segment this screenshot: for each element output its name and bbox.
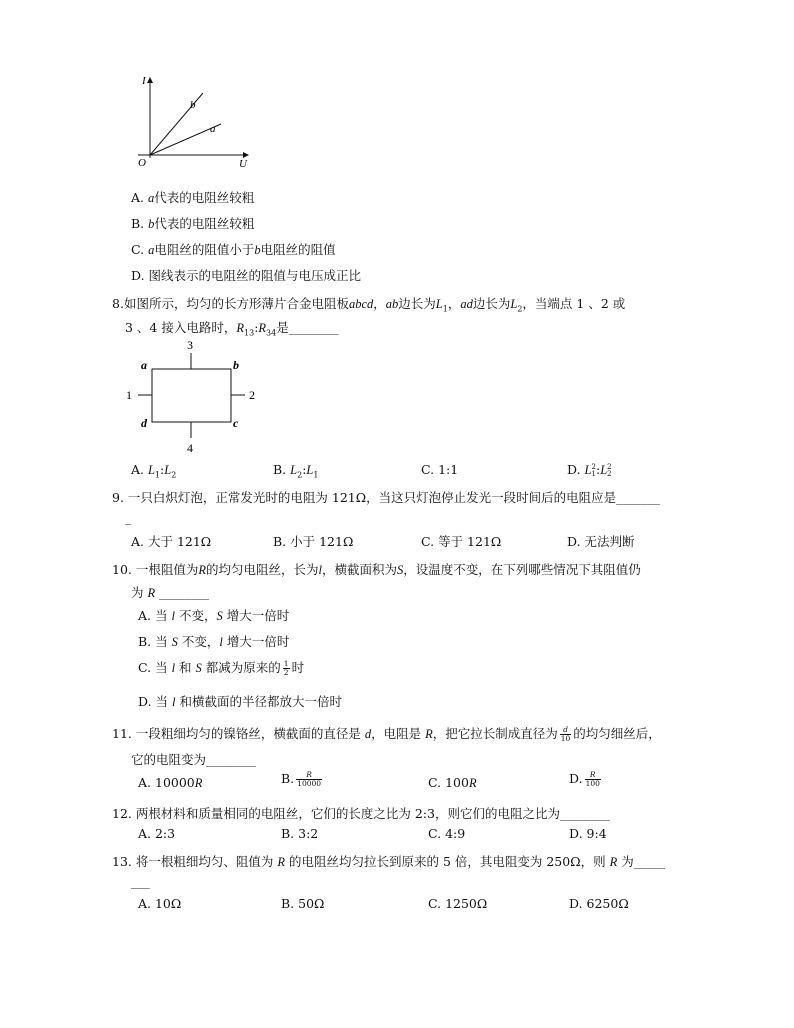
- terminal-1-label: 1: [126, 388, 132, 402]
- var-R: R: [468, 776, 477, 790]
- q9-option-b: B. 小于 121Ω: [273, 534, 354, 549]
- stem-text: 为: [131, 585, 144, 600]
- option-text: B. 当: [138, 634, 168, 649]
- option-letter: D.: [131, 268, 145, 283]
- subscript: 13: [244, 328, 255, 338]
- var-R: R: [258, 321, 267, 335]
- option-text: 不变，: [178, 608, 217, 623]
- var-R: R: [236, 321, 244, 335]
- stem-text: ________: [159, 585, 210, 600]
- fraction: [296, 771, 322, 788]
- stem-text: 10. 一根阻值为: [112, 562, 199, 577]
- colon: :: [160, 462, 165, 477]
- q9-option-d: D. 无法判断: [567, 534, 635, 549]
- var-L: L: [584, 463, 592, 477]
- stem-text: ，电阻是: [371, 726, 422, 741]
- stem-text: ，当端点 1 、2 或: [522, 296, 626, 311]
- var-L: L: [148, 463, 155, 477]
- stem-text: ，: [373, 296, 386, 311]
- var-L: L: [306, 463, 314, 477]
- denominator: 10000: [297, 779, 322, 788]
- q13-option-a: A. 10Ω: [138, 896, 182, 911]
- option-text: D. 当: [138, 694, 169, 709]
- stem-text: 13. 将一根粗细均匀、阻值为: [112, 854, 274, 869]
- q11-option-a: [138, 775, 202, 791]
- stem-text: 的均匀电阻丝，长为: [206, 562, 319, 577]
- option-text: 10000: [155, 775, 195, 790]
- colon: :: [254, 320, 259, 335]
- stem-text: 边长为: [398, 296, 436, 311]
- option-text: 代表的电阻丝较粗: [154, 216, 255, 231]
- option-text: 不变，: [181, 634, 220, 649]
- var-L: L: [290, 463, 298, 477]
- var: S: [171, 635, 178, 649]
- var: S: [195, 661, 202, 675]
- corner-c-label: c: [233, 416, 239, 430]
- corner-b-label: b: [233, 358, 239, 372]
- numerator: d: [560, 726, 572, 735]
- q9-option-a: A. 大于 121Ω: [131, 534, 212, 549]
- q12-option-c: C. 4:9: [428, 826, 466, 841]
- var: l: [171, 609, 175, 623]
- var: l: [172, 695, 176, 709]
- option-letter: C.: [428, 775, 442, 790]
- stem-text: 11. 一段粗细均匀的镍铬丝，横截面的直径是: [112, 726, 361, 741]
- origin-label: O: [138, 157, 146, 169]
- subscript: 2: [297, 470, 303, 480]
- q7-option-d: [131, 266, 361, 284]
- q11-option-b: [281, 771, 324, 788]
- colon: :: [302, 462, 307, 477]
- colon: :: [595, 462, 601, 477]
- var-R: R: [198, 563, 206, 577]
- option-letter: C.: [131, 242, 145, 257]
- var-l: l: [318, 563, 322, 577]
- subscript: 1: [442, 304, 448, 314]
- var-a: a: [148, 243, 155, 257]
- q13-stem-line2: ___: [131, 874, 150, 889]
- q8-option-c: [421, 462, 458, 477]
- q12-stem: 12. 两根材料和质量相同的电阻丝，它们的长度之比为 2:3，则它们的电阻之比为________: [112, 806, 610, 821]
- numerator: R: [585, 771, 601, 780]
- line-b-label: b: [190, 99, 196, 111]
- q11-option-d: [569, 771, 603, 788]
- option-text: 100: [445, 775, 469, 790]
- fraction: [283, 660, 290, 677]
- option-text: 和横截面的半径都放大一倍时: [179, 694, 342, 709]
- stem-text: ，横截面积为: [322, 562, 398, 577]
- option-letter: B.: [281, 771, 295, 786]
- var-ab: ab: [385, 297, 399, 311]
- q10-option-b: [138, 632, 289, 650]
- var: l: [171, 661, 176, 675]
- numerator: R: [296, 771, 322, 780]
- var: S: [216, 609, 223, 623]
- q13-option-b: B. 50Ω: [281, 896, 325, 911]
- denominator: 2: [283, 668, 289, 677]
- subscript: 1: [154, 470, 161, 480]
- option-text: 1:1: [438, 462, 459, 477]
- stem-text: 3 、4 接入电路时，: [125, 320, 237, 335]
- var-L: L: [435, 297, 443, 311]
- q12-option-d: D. 9:4: [569, 826, 607, 841]
- var-S: S: [397, 563, 404, 577]
- option-text: 代表的电阻丝较粗: [154, 190, 255, 205]
- q9-option-c: C. 等于 121Ω: [421, 534, 502, 549]
- q11-stem-line2: 它的电阻变为________: [131, 752, 257, 767]
- var-R: R: [147, 586, 156, 600]
- option-letter: A.: [131, 190, 145, 205]
- q10-option-d: [138, 692, 342, 710]
- option-text: 电阻丝的阻值: [260, 242, 336, 257]
- option-text: 时: [291, 660, 305, 675]
- q8-option-b: [273, 462, 318, 480]
- option-letter: C.: [421, 462, 435, 477]
- q9-stem-line2: _: [125, 510, 132, 525]
- option-text: C. 当: [138, 660, 168, 675]
- q12-option-b: B. 3:2: [281, 826, 319, 841]
- q13-option-c: C. 1250Ω: [428, 896, 488, 911]
- x-axis-label: U: [239, 158, 247, 170]
- resistor-plate-figure: [120, 335, 270, 460]
- stem-text: 的电阻丝均匀拉长到原来的 5 倍，其电阻变为 250Ω，则: [288, 854, 606, 869]
- var-d: d: [364, 727, 372, 741]
- option-text: A. 当: [138, 608, 168, 623]
- option-text: 和: [179, 660, 192, 675]
- resistor-plate: [152, 369, 231, 422]
- q13-stem-line1: [112, 852, 665, 870]
- var-R: R: [194, 776, 203, 790]
- var-R: R: [277, 855, 285, 869]
- stem-text: ，把它拉长制成直径为: [432, 726, 558, 741]
- var-R: R: [609, 855, 618, 869]
- option-letter: D.: [569, 771, 583, 786]
- subscript: 1: [313, 470, 319, 480]
- var-a: a: [148, 191, 155, 205]
- corner-d-label: d: [141, 416, 147, 430]
- q12-option-a: A. 2:3: [138, 826, 176, 841]
- subscript: 2: [517, 304, 523, 314]
- q7-option-c: [131, 240, 336, 258]
- stem-text: ，: [447, 296, 461, 311]
- q8-option-d: D. L 2 1 :L 2 2: [567, 462, 612, 478]
- option-letter: B.: [131, 216, 145, 231]
- stem-text: 的均匀细丝后，: [573, 726, 661, 741]
- q10-option-c: [138, 658, 304, 677]
- var: l: [219, 635, 223, 649]
- q9-stem-line1: 9. 一只白炽灯泡，正常发光时的电阻为 121Ω，当这只灯泡停止发光一段时间后的电阻应是_______: [112, 490, 660, 505]
- q11-option-c: [428, 775, 477, 791]
- stem-text: 边长为: [472, 296, 511, 311]
- subscript: 2: [607, 469, 612, 478]
- fraction: [585, 771, 601, 788]
- subscript: 2: [171, 470, 177, 480]
- subscript: 1: [591, 469, 596, 478]
- var-L: L: [510, 297, 518, 311]
- question-number: 8.: [112, 296, 124, 311]
- var-b: b: [148, 217, 155, 231]
- iu-graph: [128, 70, 258, 175]
- var-ad: ad: [460, 297, 473, 311]
- q8-stem-line1: [112, 294, 625, 314]
- q10-stem-line2: [131, 583, 209, 601]
- y-axis-label: I: [142, 75, 146, 87]
- var-R: R: [425, 727, 433, 741]
- denominator: 100: [585, 779, 600, 788]
- q13-option-d: D. 6250Ω: [569, 896, 629, 911]
- option-text: 图线表示的电阻丝的阻值与电压成正比: [148, 268, 362, 283]
- q8-option-a: [131, 462, 176, 480]
- var-L: L: [164, 463, 172, 477]
- subscript: 34: [266, 328, 277, 338]
- option-letter: A.: [138, 775, 152, 790]
- var-L: L: [600, 463, 608, 477]
- option-text: 增大一倍时: [226, 634, 290, 649]
- option-letter: A.: [131, 462, 145, 477]
- q7-option-a: [131, 188, 254, 206]
- stem-text: 如图所示，均匀的长方形薄片合金电阻板: [123, 296, 349, 311]
- q11-stem-line1: [112, 724, 661, 743]
- option-letter: D.: [567, 462, 581, 477]
- q10-option-a: [138, 606, 289, 624]
- terminal-3-label: 3: [187, 338, 193, 352]
- denominator: 10: [560, 734, 571, 743]
- stem-text: ，设温度不变，在下列哪些情况下其阻值仍: [403, 562, 641, 577]
- option-text: 都减为原来的: [205, 660, 281, 675]
- fraction: [560, 726, 572, 743]
- option-text: 增大一倍时: [226, 608, 290, 623]
- terminal-4-label: 4: [187, 441, 193, 455]
- var-abcd: abcd: [348, 297, 374, 311]
- numerator: 1: [283, 659, 289, 668]
- var-b: b: [254, 243, 261, 257]
- corner-a-label: a: [141, 358, 147, 372]
- stem-text: 为_____: [621, 854, 665, 869]
- line-a-label: a: [210, 123, 216, 135]
- option-letter: B.: [273, 462, 287, 477]
- stem-text: 是________: [276, 320, 339, 335]
- q7-option-b: [131, 214, 254, 232]
- terminal-2-label: 2: [249, 388, 255, 402]
- q10-stem-line1: [112, 560, 641, 578]
- option-text: 电阻丝的阻值小于: [154, 242, 255, 257]
